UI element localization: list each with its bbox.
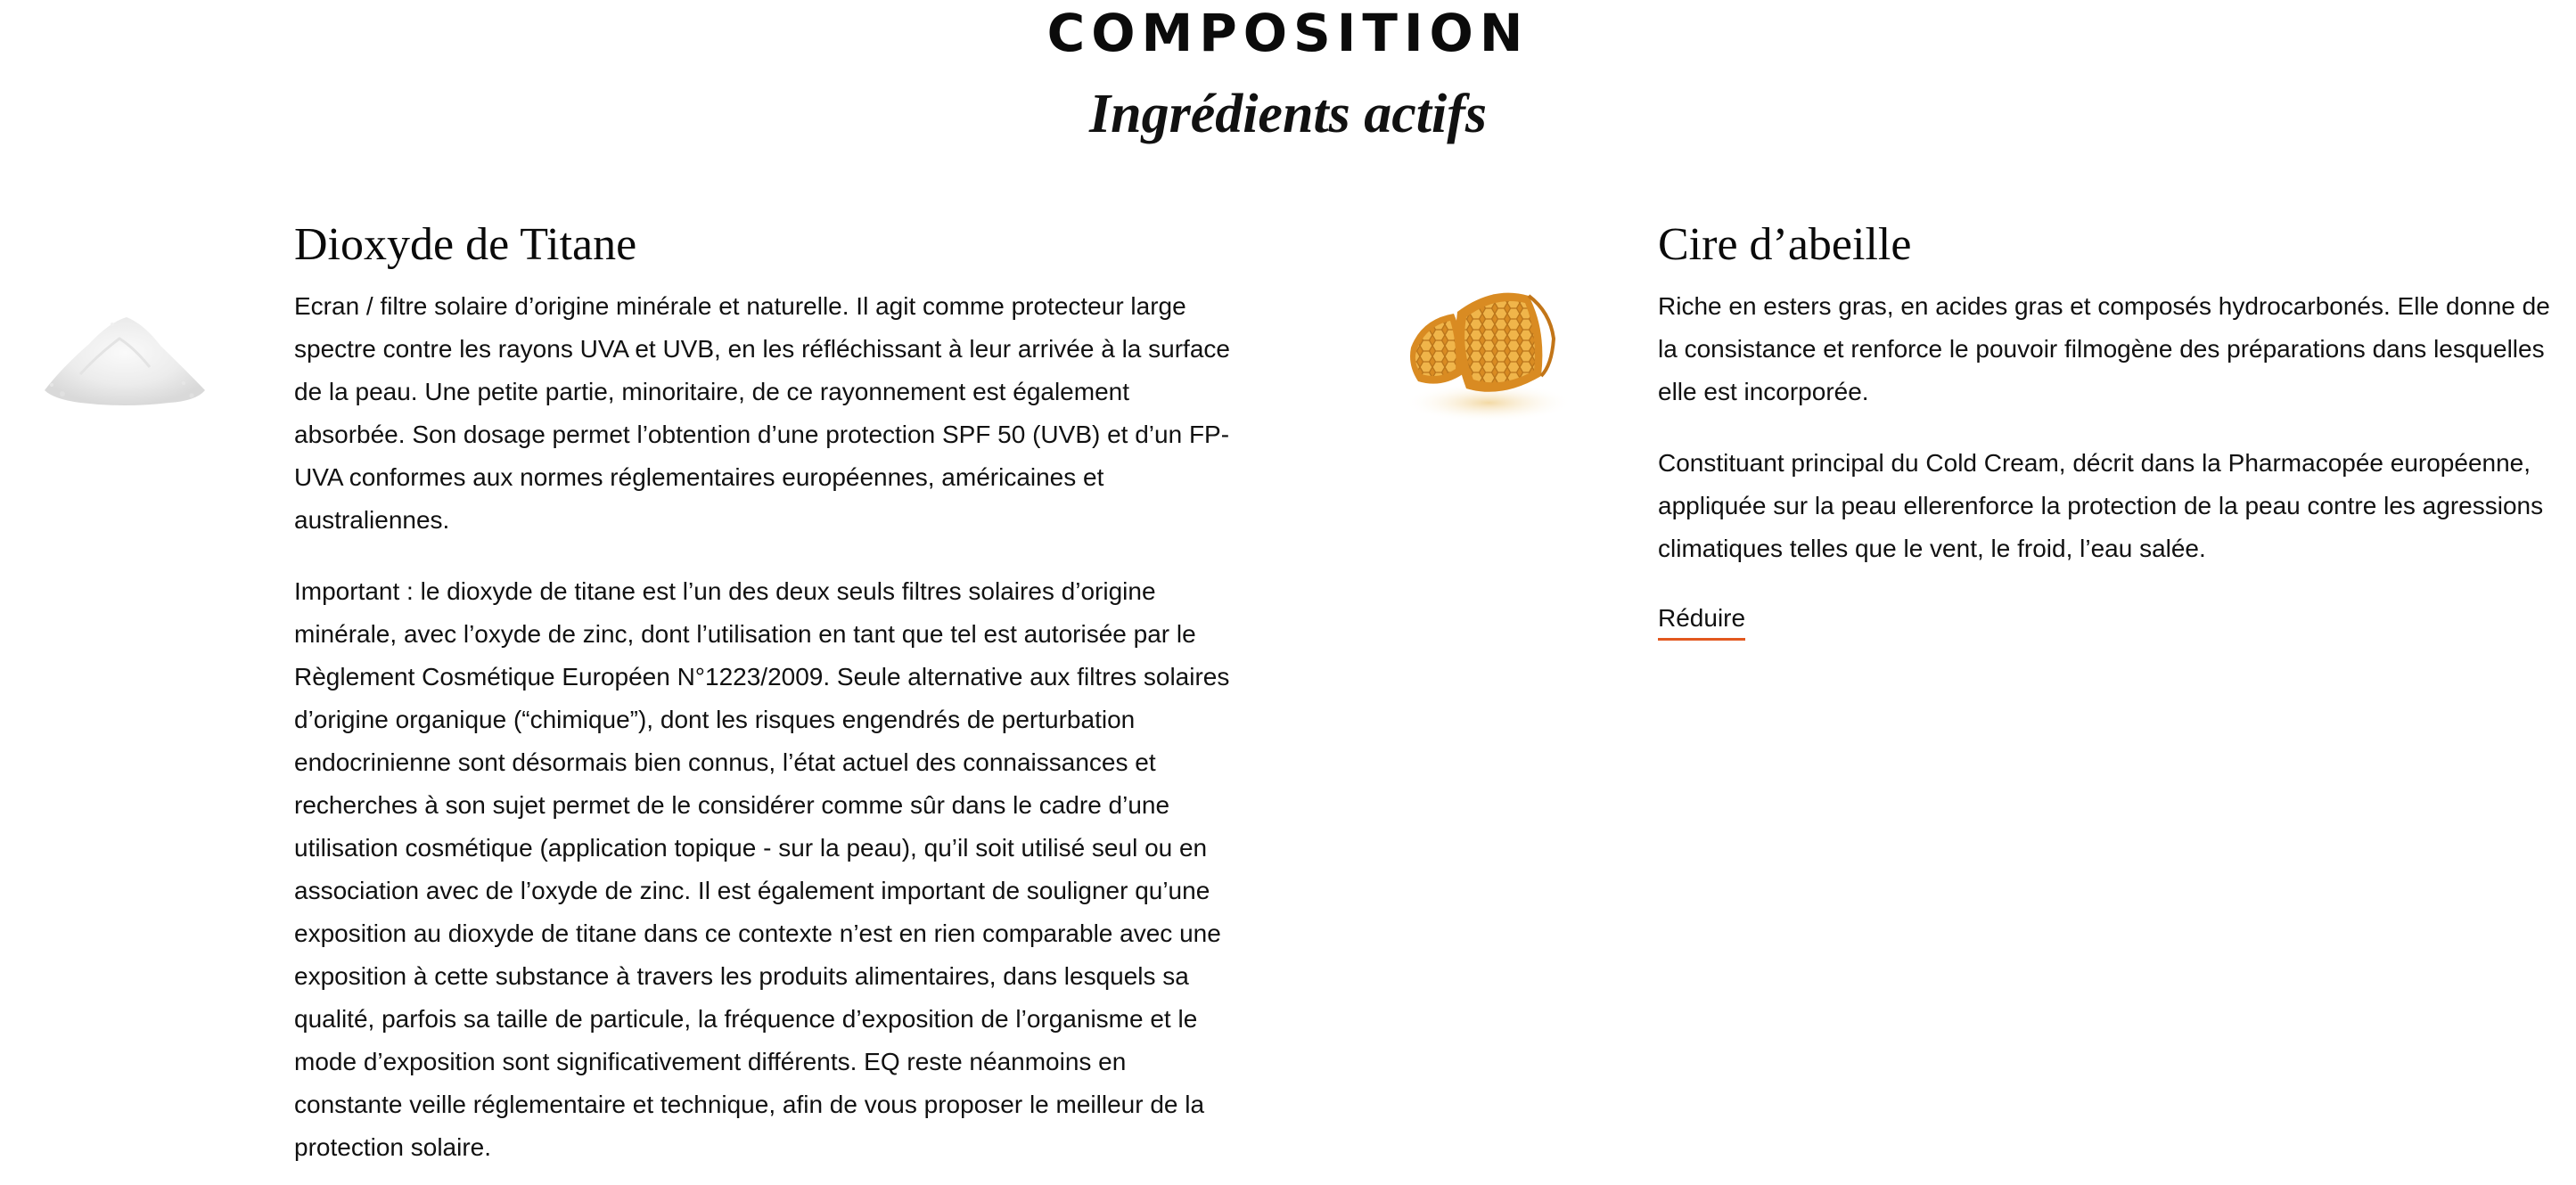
ingredient-description: Riche en esters gras, en acides gras et composés hydrocarbonés. Elle donne de la consistance et renforce le pouvoir filmogène des préparations dans lesquelles elle est incorporée. <box>1658 292 2550 405</box>
ingredient-description: Ecran / filtre solaire d’origine minérale et naturelle. Il agit comme protecteur large spectre contre les rayons UVA et UVB, en les réfléchissant à leur arrivée à la surface de la peau. Une petite partie, minoritaire, de ce rayonnement est également absorbée. Son dosage permet l’obtention d’une protection SPF 50 (UVB) et d’un FP-UVA conformes aux normes réglementaires européennes, américaines et australiennes. <box>294 292 1230 534</box>
ingredient-text <box>294 205 1239 1169</box>
ingredient-titanium-dioxide <box>0 205 1266 1185</box>
collapse-link[interactable]: Réduire <box>1658 601 1745 641</box>
ingredient-description: Constituant principal du Cold Cream, décrit dans la Pharmacopée européenne, appliquée sur la peau ellerenforce la protection de la peau contre les agressions climatiques telles que le vent, le froid, l’eau salée. <box>1658 449 2544 562</box>
titanium-dioxide-powder-icon <box>27 285 214 419</box>
ingredient-name: Cire d’abeille <box>1658 219 1912 270</box>
ingredient-name: Dioxyde de Titane <box>294 219 637 270</box>
section-title: COMPOSITION <box>1046 3 1530 63</box>
section-subtitle: Ingrédients actifs <box>1088 84 1488 144</box>
ingredient-beeswax <box>1373 205 2576 740</box>
honeycomb-icon <box>1395 276 1582 428</box>
ingredient-description: Important : le dioxyde de titane est l’un des deux seuls filtres solaires d’origine minérale, avec l’oxyde de zinc, dont l’utilisation en tant que tel est autorisée par le Règlement Cosmétique Européen N°1223/2009. Seule alternative aux filtres solaires d’origine organique (“chimique”), dont les risques engendrés de perturbation endocrinienne sont désormais bien connus, l’état actuel des connaissances et recherches à son sujet permet de le considérer comme sûr dans le cadre d’une utilisation cosmétique (application topique - sur la peau), qu’il soit utilisé seul ou en association avec de l’oxyde de zinc. Il est également important de souligner qu’une exposition au dioxyde de titane dans ce contexte n’est en rien comparable avec une exposition à cette substance à travers les produits alimentaires, dans lesquels sa qualité, parfois sa taille de particule, la fréquence d’exposition de l’organisme et le mode d’exposition sont significativement différents. EQ reste néanmoins en constante veille réglementaire et technique, afin de vous proposer le meilleur de la protection solaire. <box>294 577 1230 1161</box>
ingredient-text <box>1658 205 2576 641</box>
